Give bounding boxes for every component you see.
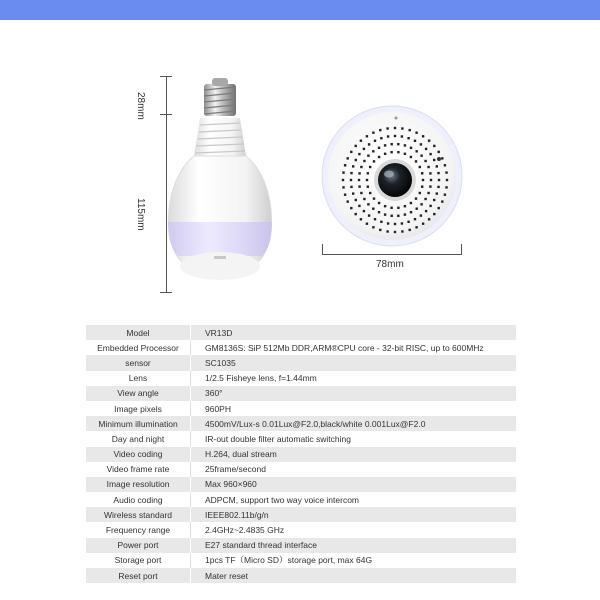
led-dot — [420, 143, 422, 145]
spec-label: Storage port — [114, 555, 162, 566]
led-dot — [445, 186, 447, 188]
led-dot — [367, 172, 369, 174]
led-dot — [401, 135, 403, 137]
led-dot — [372, 226, 374, 228]
spec-value: SC1035 — [205, 357, 236, 368]
led-dot — [415, 160, 417, 162]
spec-value: Max 960×960 — [205, 479, 257, 490]
table-row — [86, 507, 516, 522]
spec-label: Reset port — [118, 570, 158, 581]
dimension-line-body — [166, 114, 167, 292]
spec-value: E27 standard thread interface — [205, 540, 317, 551]
spec-value: 960PH — [205, 403, 231, 414]
led-dot — [437, 172, 439, 174]
led-dot — [394, 231, 396, 233]
dimension-line-diameter — [322, 254, 462, 255]
led-dot — [419, 166, 421, 168]
led-dot — [404, 213, 406, 215]
table-row — [86, 568, 516, 583]
led-dot — [421, 186, 423, 188]
led-dot — [379, 129, 381, 131]
led-dot — [380, 137, 382, 139]
led-dot — [386, 230, 388, 232]
led-dot — [384, 153, 386, 155]
led-dot — [444, 164, 446, 166]
led-dot — [433, 159, 435, 161]
spec-value: IR-out double filter automatic switching — [205, 433, 351, 444]
led-dot — [344, 164, 346, 166]
spec-value: 25frame/second — [205, 464, 266, 475]
led-dot — [390, 151, 392, 153]
led-dot — [355, 159, 357, 161]
led-dot — [350, 172, 352, 174]
led-dot — [344, 194, 346, 196]
led-dot — [367, 155, 369, 157]
led-dot — [437, 186, 439, 188]
led-dot — [436, 192, 438, 194]
dimension-line-cap — [166, 76, 167, 114]
spec-label: sensor — [125, 357, 151, 368]
led-dot — [374, 218, 376, 220]
led-dot — [429, 185, 431, 187]
led-dot — [415, 132, 417, 134]
led-dot — [438, 179, 440, 181]
led-dot — [380, 221, 382, 223]
led-dot — [369, 166, 371, 168]
dimension-tick — [160, 76, 172, 77]
cap-height-label: 28mm — [135, 92, 146, 120]
led-dot — [425, 210, 427, 212]
spec-label: Image pixels — [114, 403, 162, 414]
led-dot — [379, 229, 381, 231]
led-dot — [363, 160, 365, 162]
led-dot — [397, 215, 399, 217]
led-dot — [424, 160, 426, 162]
led-dot — [378, 202, 380, 204]
led-dot — [441, 200, 443, 202]
spec-label: Image resolution — [106, 479, 170, 490]
led-dot — [404, 144, 406, 146]
spec-value: GM8136S: SiP 512Mb DDR,ARM®CPU core - 32-bit RISC, up to 600MHz — [205, 342, 484, 353]
led-dot — [404, 205, 406, 207]
led-dot — [421, 172, 423, 174]
led-dot — [436, 165, 438, 167]
led-dot — [407, 221, 409, 223]
led-dot — [407, 137, 409, 139]
led-dot — [347, 200, 349, 202]
led-dot — [384, 213, 386, 215]
led-dot — [372, 132, 374, 134]
led-dot — [433, 145, 435, 147]
table-row — [86, 355, 516, 370]
led-dot — [422, 223, 424, 225]
led-dot — [358, 172, 360, 174]
spec-label: Model — [126, 327, 150, 338]
led-dot — [360, 218, 362, 220]
led-dot — [416, 150, 418, 152]
led-dot — [416, 208, 418, 210]
led-dot — [350, 151, 352, 153]
led-dot — [409, 229, 411, 231]
table-row — [86, 340, 516, 355]
spec-value: ADPCM, support two way voice intercom — [205, 494, 359, 505]
led-dot — [358, 185, 360, 187]
led-dot — [394, 135, 396, 137]
led-dot — [401, 230, 403, 232]
bulb-bottom-view — [320, 104, 464, 248]
spec-label: Video coding — [113, 449, 163, 460]
led-dot — [366, 223, 368, 225]
table-row — [86, 477, 516, 492]
led-dot — [363, 198, 365, 200]
table-row — [86, 553, 516, 568]
body-height-label: 115mm — [135, 198, 146, 231]
led-dot — [366, 179, 368, 181]
led-dot — [358, 179, 360, 181]
led-dot — [360, 192, 362, 194]
led-dot — [445, 171, 447, 173]
led-dot — [350, 207, 352, 209]
led-dot — [373, 160, 375, 162]
led-dot — [394, 127, 396, 129]
spec-value: VR13D — [205, 327, 233, 338]
led-dot — [378, 211, 380, 213]
top-banner — [0, 0, 600, 20]
led-dot — [372, 150, 374, 152]
spec-value: 1/2.5 Fisheye lens, f=1.44mm — [205, 373, 317, 384]
led-dot — [355, 145, 357, 147]
led-dot — [378, 147, 380, 149]
led-dot — [444, 194, 446, 196]
led-dot — [342, 179, 344, 181]
led-dot — [347, 157, 349, 159]
spec-label: Wireless standard — [103, 509, 173, 520]
spec-value: IEEE802.11b/g/n — [205, 509, 269, 520]
led-dot — [409, 129, 411, 131]
dimension-tick — [160, 292, 172, 293]
led-dot — [397, 151, 399, 153]
led-dot — [367, 203, 369, 205]
spec-label: Audio coding — [113, 494, 163, 505]
led-dot — [342, 171, 344, 173]
led-dot — [429, 153, 431, 155]
led-dot — [433, 199, 435, 201]
led-dot — [420, 214, 422, 216]
table-row — [86, 522, 516, 537]
led-dot — [352, 165, 354, 167]
spec-value: 1pcs TF（Micro SD）storage port, max 64G — [205, 555, 373, 566]
led-dot — [404, 153, 406, 155]
led-dot — [373, 197, 375, 199]
led-dot — [397, 207, 399, 209]
led-dot — [355, 199, 357, 201]
led-dot — [352, 192, 354, 194]
led-dot — [424, 198, 426, 200]
led-dot — [401, 222, 403, 224]
spec-value: 4500mV/Lux-s 0.01Lux@F2.0,black/white 0.001Lux@F2.0 — [205, 418, 426, 429]
led-dot — [422, 135, 424, 137]
led-dot — [391, 143, 393, 145]
spec-value: Mater reset — [205, 570, 248, 581]
led-dot — [384, 144, 386, 146]
led-dot — [372, 208, 374, 210]
led-dot — [360, 166, 362, 168]
spec-label: View angle — [117, 388, 159, 399]
led-dot — [384, 205, 386, 207]
led-dot — [368, 214, 370, 216]
led-dot — [420, 203, 422, 205]
dimension-tick — [461, 244, 462, 254]
led-dot — [358, 205, 360, 207]
spec-label: Lens — [128, 373, 148, 384]
led-dot — [425, 148, 427, 150]
led-dot — [387, 135, 389, 137]
bulb-bottom-illustration — [320, 104, 464, 248]
led-dot — [414, 218, 416, 220]
led-dot — [374, 140, 376, 142]
led-dot — [410, 156, 412, 158]
led-dot — [378, 156, 380, 158]
led-dot — [391, 215, 393, 217]
led-dot — [369, 192, 371, 194]
led-dot — [446, 179, 448, 181]
bulb-side-illustration — [150, 70, 290, 300]
led-dot — [363, 148, 365, 150]
led-dot — [342, 186, 344, 188]
spec-table — [86, 325, 516, 583]
led-dot — [414, 140, 416, 142]
spec-label: Frequency range — [105, 525, 171, 536]
led-dot — [433, 213, 435, 215]
spec-value: 2.4GHz~2.4835 GHz — [205, 525, 285, 536]
led-dot — [367, 186, 369, 188]
led-dot — [415, 226, 417, 228]
led-dot — [427, 192, 429, 194]
table-row — [86, 538, 516, 553]
led-dot — [355, 213, 357, 215]
spec-label: Power port — [117, 540, 159, 551]
led-dot — [350, 186, 352, 188]
led-dot — [410, 202, 412, 204]
spec-label: Video frame rate — [106, 464, 170, 475]
led-dot — [420, 155, 422, 157]
led-dot — [360, 140, 362, 142]
led-dot — [390, 207, 392, 209]
led-dot — [397, 143, 399, 145]
led-dot — [350, 179, 352, 181]
led-dot — [394, 223, 396, 225]
led-dot — [427, 166, 429, 168]
led-dot — [368, 143, 370, 145]
table-row — [86, 416, 516, 431]
led-dot — [387, 222, 389, 224]
led-dot — [419, 192, 421, 194]
led-dot — [429, 205, 431, 207]
led-dot — [415, 197, 417, 199]
led-dot — [438, 151, 440, 153]
led-dot — [428, 218, 430, 220]
led-dot — [363, 210, 365, 212]
led-dot — [428, 140, 430, 142]
diameter-label: 78mm — [376, 259, 404, 270]
spec-value: H.264, dual stream — [205, 449, 277, 460]
spec-label: Embedded Processor — [97, 342, 179, 353]
led-dot — [366, 135, 368, 137]
led-dot — [386, 127, 388, 129]
table-row — [86, 386, 516, 401]
table-row — [86, 371, 516, 386]
table-row — [86, 431, 516, 446]
bulb-side-view — [150, 70, 290, 300]
table-row — [86, 492, 516, 507]
led-dot — [410, 147, 412, 149]
led-dot — [410, 211, 412, 213]
spec-value: 360° — [205, 388, 223, 399]
spec-label: Minimum illumination — [98, 418, 178, 429]
led-dot — [438, 207, 440, 209]
led-dot — [358, 153, 360, 155]
led-dot — [429, 172, 431, 174]
table-row — [86, 462, 516, 477]
led-dot — [441, 157, 443, 159]
dimension-tick — [322, 244, 323, 254]
led-dot — [430, 179, 432, 181]
led-dot — [401, 127, 403, 129]
table-row — [86, 401, 516, 416]
table-row — [86, 325, 516, 340]
spec-label: Day and night — [111, 433, 165, 444]
led-dot — [422, 179, 424, 181]
table-row — [86, 447, 516, 462]
